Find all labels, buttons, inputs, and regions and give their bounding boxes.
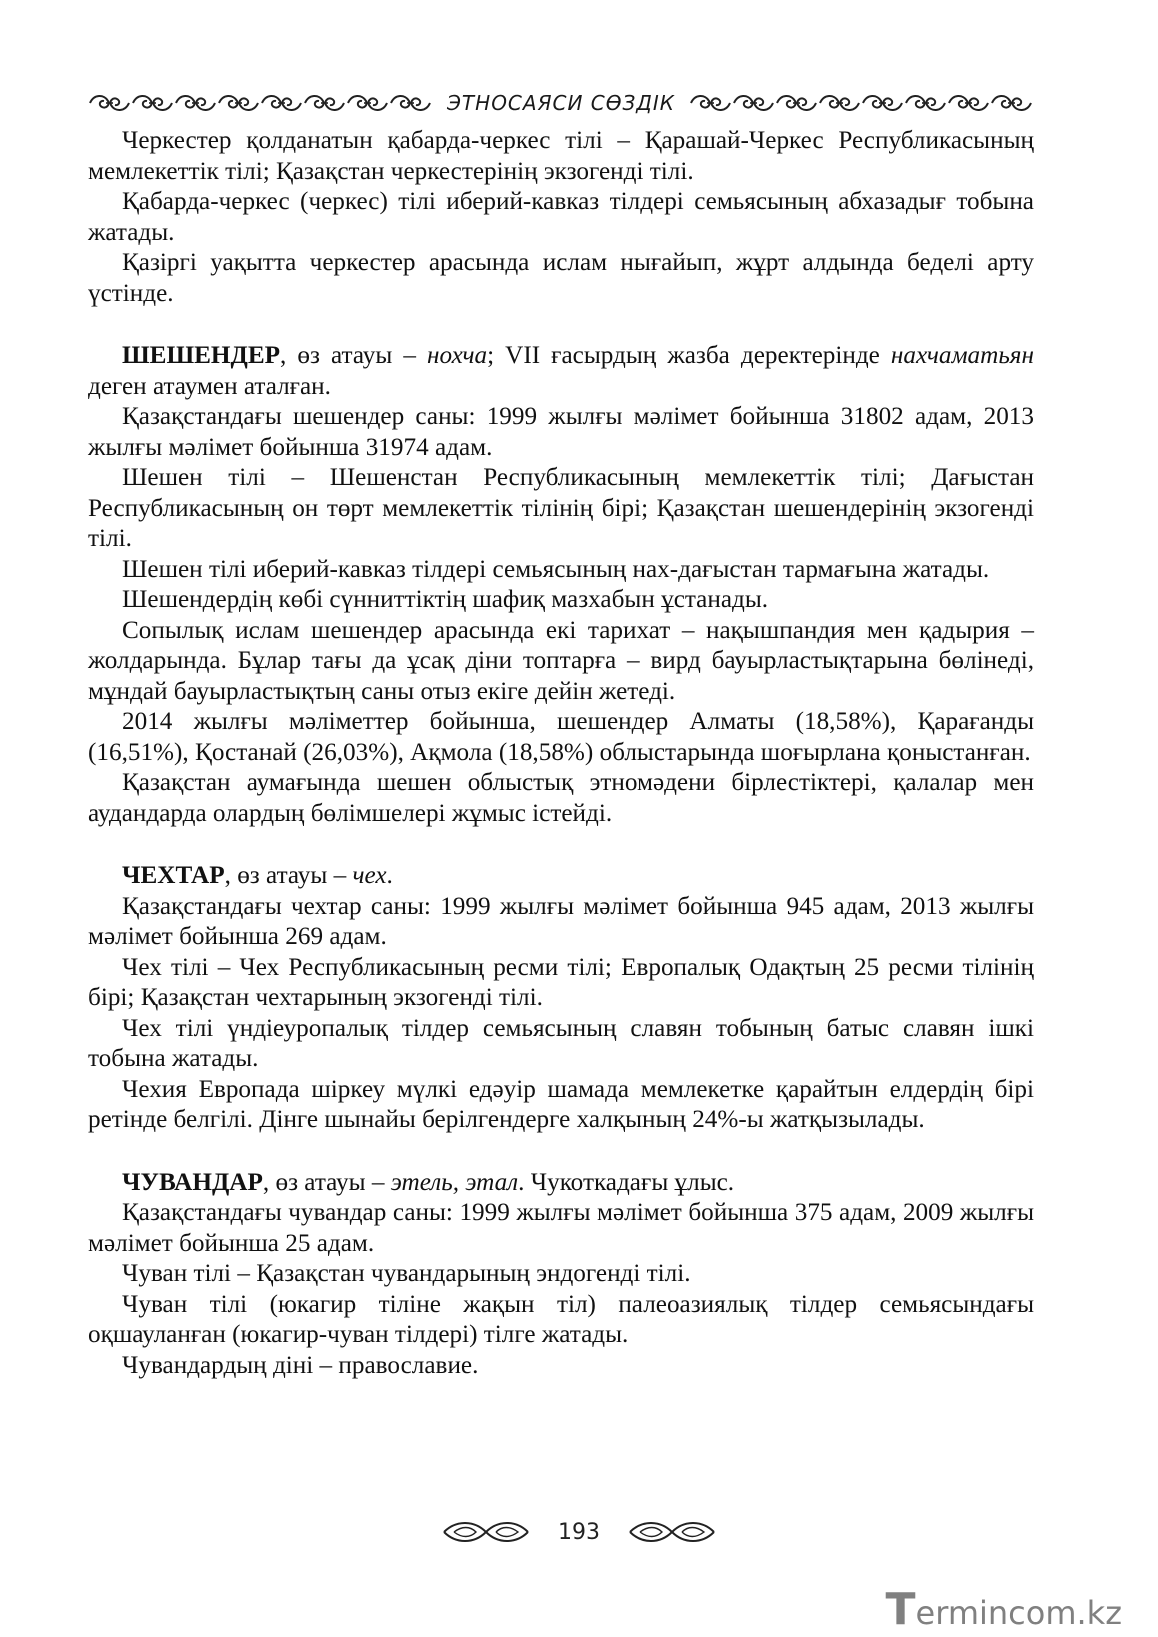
main-text: [88, 126, 1034, 1381]
paragraph: 2014 жылғы мәліметтер бойынша, шешендер Алматы (18,58%), Қарағанды (16,51%), Қостанай (26,03%), Ақмола (18,58%) облыстарында шоғырлана қоныстанған.: [88, 708, 1034, 766]
paragraph: Қазақстандағы чувандар саны: 1999 жылғы мәлімет бойынша 375 адам, 2009 жылғы мәлімет бойынша 25 адам.: [88, 1199, 1034, 1257]
header-title: ЭТНОСАЯСИ СӨЗДІК: [446, 91, 676, 115]
paragraph: Сопылық ислам шешендер арасында екі тарихат – нақышпандия мен қадырия – жолдарында. Бұлар тағы да ұсақ діни топтарға – вирд бауырластықтарына бөлінеді, мұндай бауырластықтың саны отыз екіге дейін жетеді.: [88, 616, 1034, 705]
entry-chekhtar: [88, 861, 1034, 1136]
paragraph: Қазақстандағы чехтар саны: 1999 жылғы мәлімет бойынша 945 адам, 2013 жылғы мәлімет бойынша 269 адам.: [88, 892, 1034, 950]
paragraph: Чуван тілі – Қазақстан чувандарының эндогенді тілі.: [122, 1260, 691, 1287]
paragraph: Қазіргі уақытта черкестер арасында ислам нығайып, жұрт алдында беделі арту үстінде.: [88, 249, 1034, 307]
self-name: чех: [352, 862, 387, 889]
paragraph: Чех тілі үндіеуропалық тілдер семьясының славян тобының батыс славян ішкі тобына жатады.: [88, 1014, 1034, 1072]
paragraph: Чуван тілі (юкагир тіліне жақын тіл) палеоазиялық тілдер семьясындағы оқшауланған (юкагир-чуван тілдері) тілге жатады.: [88, 1290, 1034, 1348]
paragraph: Қазақстандағы шешендер саны: 1999 жылғы мәлімет бойынша 31802 адам, 2013 жылғы мәлімет бойынша 31974 адам.: [88, 403, 1034, 461]
self-name: нохча: [427, 342, 488, 369]
paragraph: Қазақстан аумағында шешен облыстық этномәдени бірлестіктері, қалалар мен аудандарда олардың бөлімшелері жұмыс істейді.: [88, 769, 1034, 827]
entry-sheshender: [88, 341, 1034, 829]
headword: ЧЕХТАР: [122, 862, 225, 889]
entry-intro: ШЕШЕНДЕР, өз атауы – нохча; VII ғасырдың жазба деректерінде нахчаматьян деген атаумен аталған.: [88, 342, 1034, 400]
paragraph: Шешендердің көбі сүнниттіктің шафиқ мазхабын ұстанады.: [122, 586, 769, 613]
paragraph: Шешен тілі иберий-кавказ тілдері семьясының нах-дағыстан тармағына жатады.: [122, 555, 990, 583]
paragraph: Чех тілі – Чех Республикасының ресми тілі; Европалық Одақтың 25 ресми тілінің бірі; Қазақстан чехтарының экзогенді тілі.: [88, 953, 1034, 1011]
site-watermark: [886, 1584, 1122, 1635]
running-header: [88, 86, 1034, 120]
ornament-band-left: [88, 91, 433, 115]
watermark-text: ermincom.kz: [915, 1594, 1122, 1632]
swirl-ornament-left-icon: [440, 1518, 532, 1546]
headword: ШЕШЕНДЕР: [122, 342, 281, 369]
swirl-ornament-right-icon: [626, 1518, 718, 1546]
paragraph: Чувандардың діні – православие.: [122, 1351, 479, 1379]
watermark-initial: T: [885, 1584, 916, 1635]
paragraph: Чехия Европада шіркеу мүлкі едәуір шамада мемлекетке қарайтын елдердің бірі ретінде белгілі. Дінге шынайы берілгендерге халқының 24%-ы жатқызылады.: [88, 1075, 1034, 1133]
entry-intro: ЧЕХТАР, өз атауы – чех.: [122, 862, 393, 889]
paragraph: Черкестер қолданатын қабарда-черкес тілі – Қарашай-Черкес Республикасының мемлекеттік тілі; Қазақстан черкестерінің экзогенді тілі.: [88, 127, 1034, 185]
entry-intro: ЧУВАНДАР, өз атауы – этель, этал. Чукоткадағы ұлыс.: [122, 1168, 735, 1196]
paragraph: Шешен тілі – Шешенстан Республикасының мемлекеттік тілі; Дағыстан Республикасының он төрт мемлекеттік тілінің бірі; Қазақстан шешендерінің экзогенді тілі.: [88, 464, 1034, 552]
self-name: этель, этал: [390, 1168, 519, 1196]
historic-name: нахчаматьян: [890, 342, 1034, 369]
page-number: 193: [558, 1519, 600, 1545]
paragraph: Қабарда-черкес (черкес) тілі иберий-кавказ тілдері семьясының абхазадығ тобына жатады.: [88, 188, 1034, 246]
entry-continuation: [88, 126, 1034, 309]
entry-chuvandar: [88, 1168, 1034, 1382]
page-footer: [0, 1512, 1158, 1552]
headword: ЧУВАНДАР: [122, 1168, 263, 1196]
ornament-band-right: [689, 91, 1034, 115]
